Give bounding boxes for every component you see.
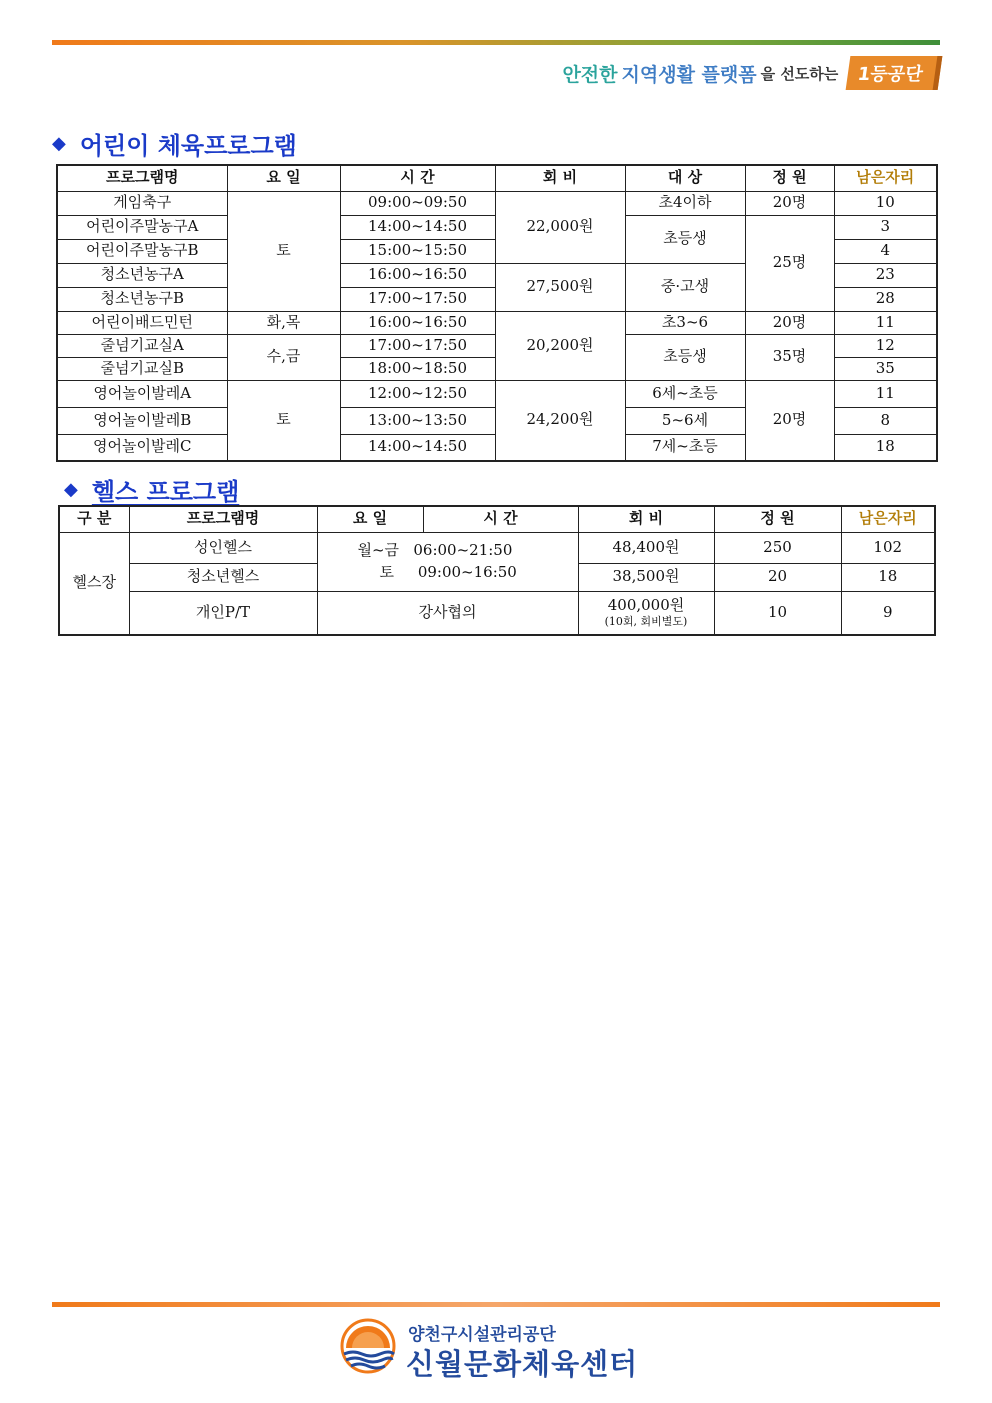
section-title-kids-text: 어린이 체육프로그램 [79,132,297,160]
time-cell: 17:00~17:50 [340,334,495,357]
table-row [59,591,935,635]
schedule-cell [317,532,578,591]
day-cell: 화,목 [227,311,340,334]
fee-cell: 22,000원 [495,191,625,263]
program-cell: 줄넘기교실A [57,334,227,357]
program-cell: 청소년농구A [57,263,227,287]
program-cell: 영어놀이발레B [57,407,227,434]
remaining-cell: 28 [834,287,937,311]
table-row [57,311,937,334]
sun-wave-logo-icon [338,1318,398,1378]
capacity-cell: 20명 [745,191,834,215]
fee-cell: 38,500원 [578,563,714,591]
capacity-cell: 250 [714,532,841,563]
slogan-part2: 지역생활 플랫폼 [621,63,757,86]
header-day: 요 일 [317,506,423,532]
kids-program-table [56,164,938,462]
remaining-cell: 10 [834,191,937,215]
remaining-cell: 12 [834,334,937,357]
time-cell: 16:00~16:50 [340,263,495,287]
target-cell: 5~6세 [625,407,745,434]
capacity-cell: 10 [714,591,841,635]
bottom-divider-bar [52,1302,940,1307]
slogan-banner [562,55,940,91]
header-program: 프로그램명 [129,506,317,532]
program-cell: 영어놀이발레A [57,380,227,407]
remaining-cell: 11 [834,380,937,407]
table-row [57,191,937,215]
day-cell: 수,금 [227,334,340,380]
target-cell: 초4이하 [625,191,745,215]
diamond-bullet-icon: ◆ [52,133,66,154]
slogan-part1: 안전한 [562,63,618,86]
time-cell: 15:00~15:50 [340,239,495,263]
fee-cell: 20,200원 [495,311,625,380]
top-divider-bar [52,40,940,45]
header-fee: 회 비 [495,165,625,191]
footer-center-name: 신월문화체육센터 [406,1347,639,1381]
time-cell: 13:00~13:50 [340,407,495,434]
remaining-cell: 18 [834,434,937,461]
header-day: 요 일 [227,165,340,191]
capacity-cell: 20명 [745,380,834,461]
remaining-cell: 102 [841,532,935,563]
capacity-cell: 20명 [745,311,834,334]
section-title-health [64,472,239,507]
day-cell: 토 [227,380,340,461]
section-title-health-text: 헬스 프로그램 [91,478,240,506]
program-cell: 성인헬스 [129,532,317,563]
program-cell: 어린이주말농구B [57,239,227,263]
target-cell: 초등생 [625,215,745,263]
health-program-table [58,505,936,636]
capacity-cell: 20 [714,563,841,591]
diamond-bullet-icon: ◆ [64,479,78,500]
fee-cell: 24,200원 [495,380,625,461]
target-cell: 중·고생 [625,263,745,311]
fee-cell: 48,400원 [578,532,714,563]
target-cell: 초3~6 [625,311,745,334]
remaining-cell: 3 [834,215,937,239]
capacity-cell: 25명 [745,215,834,311]
time-cell: 18:00~18:50 [340,357,495,380]
target-cell: 초등생 [625,334,745,380]
header-remaining: 남은자리 [841,506,935,532]
fee-note: (10회, 회비별도) [604,614,688,628]
schedule-line-saturday: 토 09:00~16:50 [379,562,517,581]
time-cell: 14:00~14:50 [340,434,495,461]
table-header-row [59,506,935,532]
day-cell: 토 [227,191,340,311]
remaining-cell: 35 [834,357,937,380]
remaining-cell: 11 [834,311,937,334]
remaining-cell: 18 [841,563,935,591]
remaining-cell: 23 [834,263,937,287]
slogan-badge: 1등공단 [846,56,942,90]
program-cell: 청소년헬스 [129,563,317,591]
footer-logo [338,1318,668,1380]
header-time: 시 간 [340,165,495,191]
category-cell: 헬스장 [59,532,129,635]
fee-cell [578,591,714,635]
header-category: 구 분 [59,506,129,532]
table-row [57,380,937,407]
program-cell: 개인P/T [129,591,317,635]
target-cell: 7세~초등 [625,434,745,461]
target-cell: 6세~초등 [625,380,745,407]
header-program: 프로그램명 [57,165,227,191]
fee-cell: 27,500원 [495,263,625,311]
remaining-cell: 8 [834,407,937,434]
time-cell: 09:00~09:50 [340,191,495,215]
header-capacity: 정 원 [714,506,841,532]
capacity-cell: 35명 [745,334,834,380]
header-remaining: 남은자리 [834,165,937,191]
program-cell: 어린이주말농구A [57,215,227,239]
program-cell: 줄넘기교실B [57,357,227,380]
header-fee: 회 비 [578,506,714,532]
time-cell: 12:00~12:50 [340,380,495,407]
time-cell: 강사협의 [317,591,578,635]
remaining-cell: 9 [841,591,935,635]
program-cell: 영어놀이발레C [57,434,227,461]
header-capacity: 정 원 [745,165,834,191]
program-cell: 어린이배드민턴 [57,311,227,334]
table-row [59,532,935,563]
program-cell: 게임축구 [57,191,227,215]
footer-org-name: 양천구시설관리공단 [408,1325,556,1345]
schedule-line-weekday: 월~금 06:00~21:50 [357,540,513,559]
program-cell: 청소년농구B [57,287,227,311]
header-time: 시 간 [423,506,578,532]
time-cell: 14:00~14:50 [340,215,495,239]
slogan-part3: 을 선도하는 [760,64,839,83]
time-cell: 16:00~16:50 [340,311,495,334]
remaining-cell: 4 [834,239,937,263]
time-cell: 17:00~17:50 [340,287,495,311]
header-target: 대 상 [625,165,745,191]
section-title-kids [52,126,297,161]
table-header-row [57,165,937,191]
fee-amount: 400,000원 [607,596,685,615]
